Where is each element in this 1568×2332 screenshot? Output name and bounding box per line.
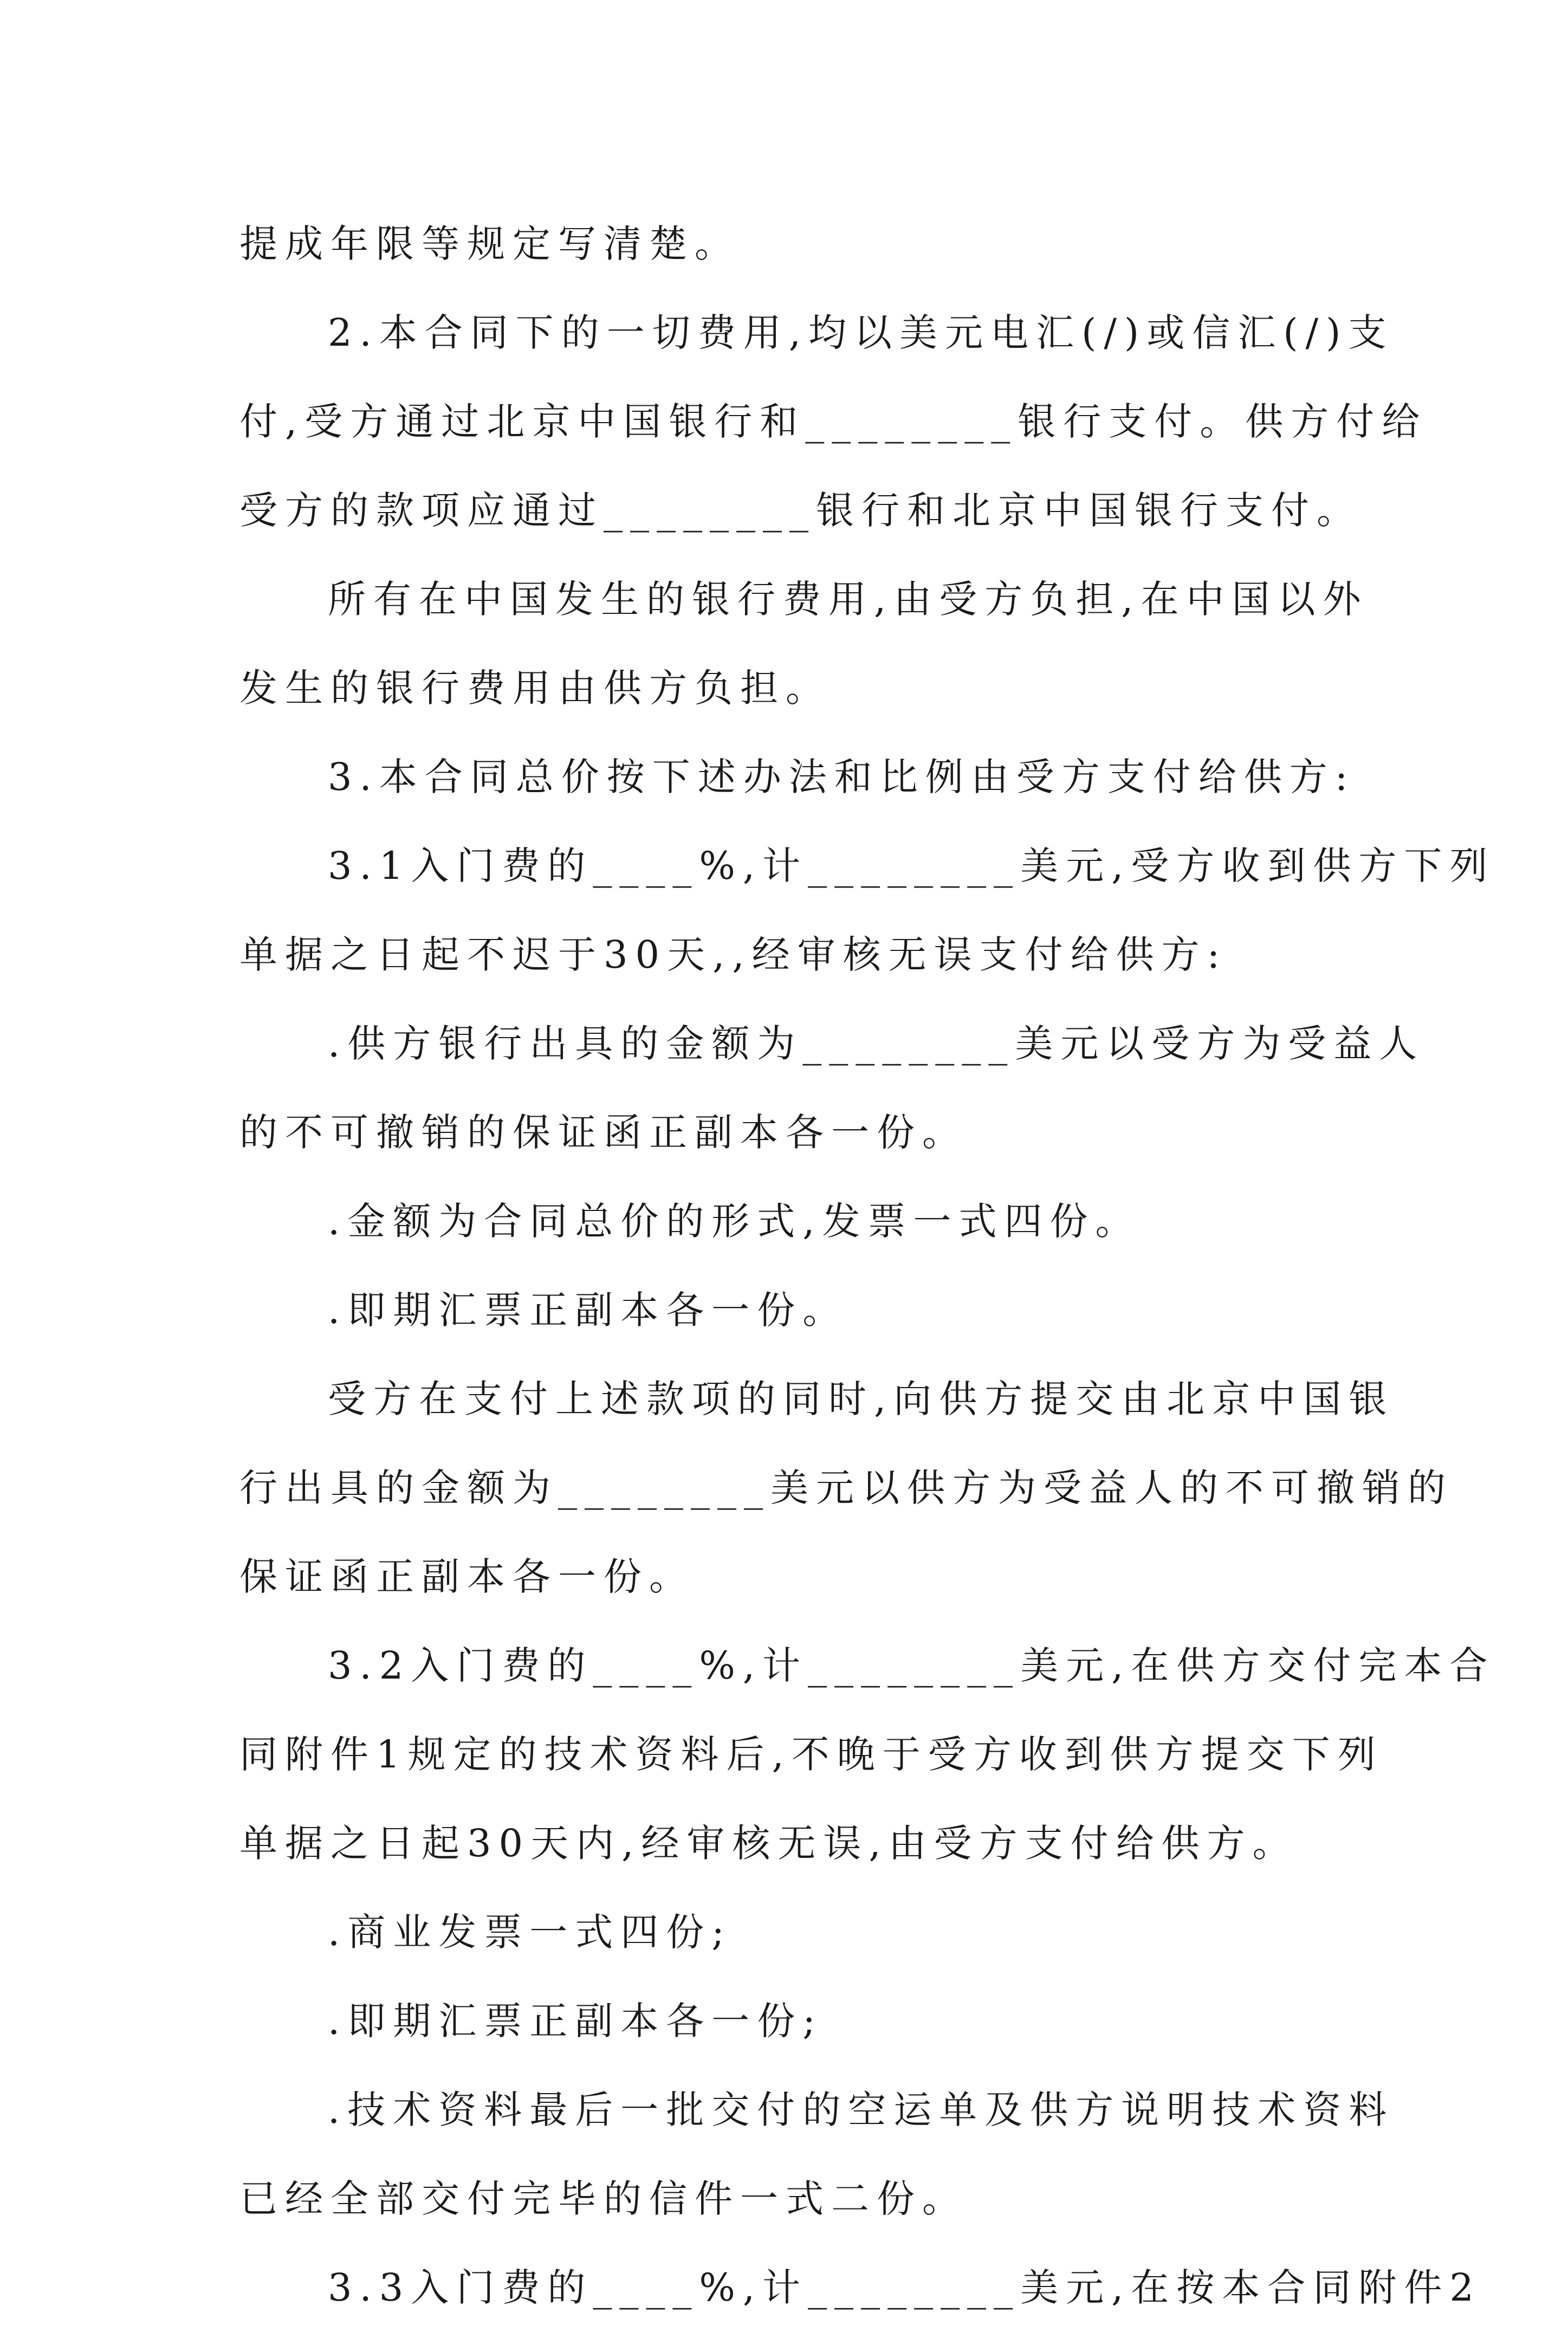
text-line: 受方在支付上述款项的同时,向供方提交由北京中国银 [328, 1377, 1395, 1421]
text-line: .技术资料最后一批交付的空运单及供方说明技术资料 [328, 2088, 1395, 2132]
text-line: 行出具的金额为________美元以供方为受益人的不可撤销的 [239, 1466, 1453, 1510]
text-line: 同附件1规定的技术资料后,不晚于受方收到供方提交下列 [239, 1732, 1383, 1777]
text-line: 的不可撤销的保证函正副本各一份。 [239, 1110, 968, 1155]
text-line: 3.3入门费的____%,计________美元,在按本合同附件2 [328, 2265, 1481, 2310]
text-line: 保证函正副本各一份。 [239, 1554, 695, 1599]
text-line: 2.本合同下的一切费用,均以美元电汇(/)或信汇(/)支 [328, 310, 1394, 355]
text-line: 3.1入门费的____%,计________美元,受方收到供方下列 [328, 844, 1495, 888]
text-line: 受方的款项应通过________银行和北京中国银行支付。 [239, 488, 1362, 533]
text-line: 单据之日起不迟于30天,,经审核无误支付给供方: [239, 932, 1228, 977]
text-line: 发生的银行费用由供方负担。 [239, 666, 831, 710]
text-line: 3.本合同总价按下述办法和比例由受方支付给供方: [328, 755, 1356, 799]
text-line: .即期汇票正副本各一份。 [328, 1288, 848, 1332]
contract-text-block [239, 199, 1495, 2332]
text-line: .金额为合同总价的形式,发票一式四份。 [328, 1199, 1141, 1243]
text-line: .商业发票一式四份; [328, 1910, 732, 1954]
text-line: 提成年限等规定写清楚。 [239, 222, 740, 266]
text-line: 已经全部交付完毕的信件一式二份。 [239, 2176, 968, 2221]
text-line: .即期汇票正副本各一份; [328, 1999, 823, 2043]
text-line: 所有在中国发生的银行费用,由受方负担,在中国以外 [328, 577, 1369, 621]
text-line: 3.2入门费的____%,计________美元,在供方交付完本合 [328, 1643, 1495, 1688]
text-line: 单据之日起30天内,经审核无误,由受方支付给供方。 [239, 1821, 1298, 1865]
text-line: .供方银行出具的金额为________美元以受方为受益人 [328, 1021, 1425, 1066]
text-line: 付,受方通过北京中国银行和________银行支付。供方付给 [239, 399, 1428, 444]
